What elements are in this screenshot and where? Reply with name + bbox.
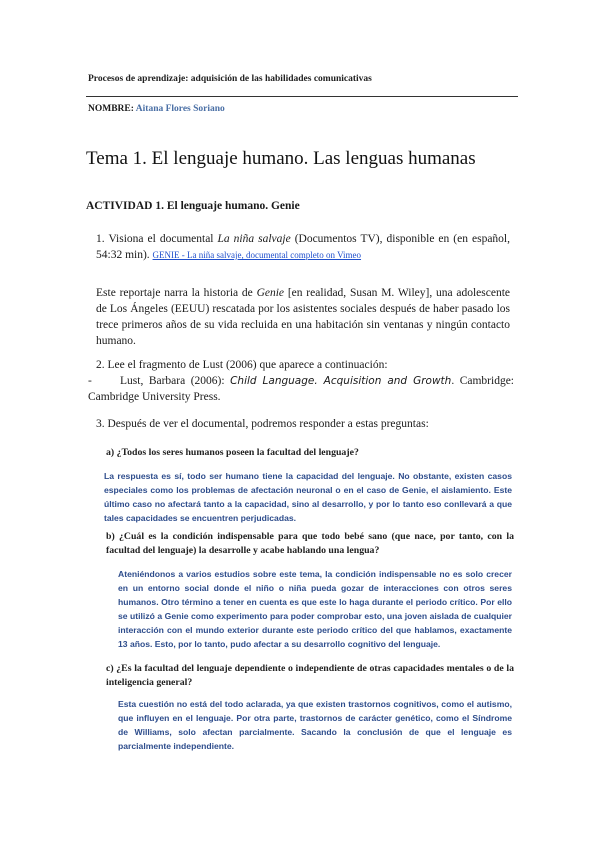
reference-pre: Lust, Barbara (2006): (120, 375, 231, 387)
item-1 (96, 231, 510, 263)
answer-a: La respuesta es sí, todo ser humano tiene la capacidad del lenguaje. No obstante, existen casos especiales como los problemas de afectación neuronal o en el caso de Genie, el aislamiento. Este último caso no afectará tanto a la capacidad, sino al desarrollo, y por lo tanto eso conllevará a que tales capacidades se encuentren perjudicadas. (104, 471, 512, 523)
item-3: 3. Después de ver el documental, podremos responder a estas preguntas: (96, 418, 429, 430)
lust-reference (88, 373, 514, 405)
answer-b: Ateniéndonos a varios estudios sobre este tema, la condición indispensable no es solo crecer en un entorno social donde el niño o niña pueda gozar de interacciones con otros seres humanos. Otro término a tener en cuenta es que este lo haga durante el periodo crítico. Por ello se utilizó a Genie como experimento para poder comprobar esto, una joven aislada de cualquier interacción con el mundo exterior durante este periodo crítico del que hablamos, exactamente 13 años. Esto, por lo tanto, pudo afectar a su desarrollo cognitivo del lenguaje. (118, 569, 512, 649)
reference-title: Child Language. Acquisition and Growth (230, 375, 452, 387)
item-1-suffix: (Documentos TV), disponible en (en español, 54:32 min). (96, 233, 510, 261)
question-a: a) ¿Todos los seres humanos poseen la facultad del lenguaje? (106, 447, 359, 458)
reference-dash: - (88, 375, 92, 387)
item-1-title: La niña salvaje (217, 233, 291, 245)
intro-pre: Este reportaje narra la historia de (96, 287, 257, 299)
item-1-prefix: Visiona el documental (108, 233, 218, 245)
student-label: NOMBRE: (88, 104, 134, 114)
question-c: c) ¿Es la facultad del lenguaje dependiente o independiente de otras capacidades mentales o de la inteligencia general? (106, 663, 514, 688)
intro-post: [en realidad, Susan M. Wiley], una adolescente de Los Ángeles (EEUU) rescatada por los asistentes sociales después de haber pasado los trece primeros años de su vida recluida en una habitación sin ventanas y ningún contacto humano. (96, 287, 510, 347)
intro-genie: Genie (256, 287, 285, 299)
question-b: b) ¿Cuál es la condición indispensable para que todo bebé sano (que nace, por tanto, con la facultad del lenguaje) la desarrolle y acabe hablando una lengua? (106, 531, 514, 556)
course-header: Procesos de aprendizaje: adquisición de las habilidades comunicativas (88, 74, 372, 84)
header-divider (86, 96, 518, 97)
intro-paragraph (96, 285, 510, 349)
answer-c: Esta cuestión no está del todo aclarada, ya que existen trastornos cognitivos, como el autismo, que influyen en el lenguaje. Por otra parte, trastornos de carácter genético, como el Síndrome de Williams, solo afectan parcialmente. Sacando la conclusión de que el lenguaje es parcialmente independiente. (118, 699, 512, 751)
vimeo-link[interactable]: GENIE - La niña salvaje, documental completo on Vimeo (152, 250, 362, 260)
student-name: Aitana Flores Soriano (135, 104, 225, 114)
reference-post: . Cambridge: Cambridge University Press. (88, 375, 514, 403)
student-name-line (88, 104, 225, 114)
activity-heading: ACTIVIDAD 1. El lenguaje humano. Genie (86, 200, 300, 212)
item-2: 2. Lee el fragmento de Lust (2006) que aparece a continuación: (96, 359, 388, 371)
item-1-number: 1. (96, 233, 105, 245)
page-title: Tema 1. El lenguaje humano. Las lenguas humanas (86, 148, 476, 169)
